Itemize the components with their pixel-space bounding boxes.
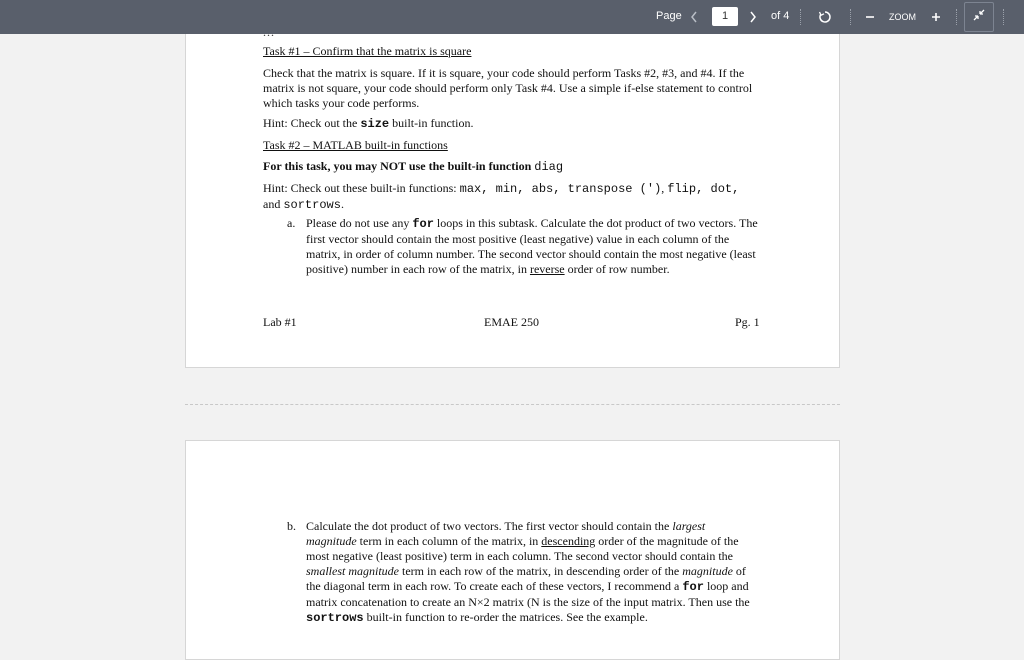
code-sortrows: sortrows xyxy=(283,198,341,212)
toolbar-separator xyxy=(956,9,957,25)
item-text: of the diagonal term in each row. To create each of these vectors, I recommend a xyxy=(306,564,746,593)
page-label: Page xyxy=(656,10,682,22)
toolbar-separator xyxy=(850,9,851,25)
emphasis-largest-magnitude: largest magnitude xyxy=(306,519,706,548)
document-page-2 xyxy=(185,440,840,660)
emphasis-smallest-magnitude: smallest magnitude xyxy=(306,564,399,578)
hint-text: Hint: Check out these built-in functions: xyxy=(263,181,460,195)
hint-text: . xyxy=(340,197,344,211)
item-text: loop and matrix concatenation to create an N×2 matrix (N is the size of the input matrix. Then use the xyxy=(306,579,750,609)
item-text: built-in function to re-order the matrices. See the example. xyxy=(363,610,648,624)
footer-left: Lab #1 xyxy=(263,315,297,329)
exit-fullscreen-icon xyxy=(972,8,986,27)
task2-hint xyxy=(263,181,757,213)
hint-text: , xyxy=(661,181,668,195)
total-pages-label: of 4 xyxy=(771,10,790,22)
rule-text: For this task, you may NOT use the built-in function xyxy=(263,159,535,173)
item-text: order of row number. xyxy=(564,262,670,276)
item-a-text xyxy=(306,216,758,277)
item-text: term in each column of the matrix, in xyxy=(356,534,542,548)
item-text: loops in this subtask. Calculate the dot product of two vectors. The first vector should contain the most positive (least negative) value in each column of the matrix, in order of column number. The second vector should contain the most negative (least positive) number in each row of the matrix, in xyxy=(306,216,758,276)
task2-rule xyxy=(263,159,823,175)
code-functions: flip, dot, xyxy=(667,182,740,196)
toolbar-separator xyxy=(800,9,801,25)
page-divider xyxy=(185,404,840,405)
code-for: for xyxy=(412,217,434,231)
list-marker-b: b. xyxy=(287,519,296,533)
item-text: Calculate the dot product of two vectors. The first vector should contain the xyxy=(306,519,673,533)
document-page-1 xyxy=(185,25,840,368)
task1-heading: Task #1 – Confirm that the matrix is square xyxy=(263,44,472,58)
page-number-input[interactable]: 1 xyxy=(712,7,738,26)
zoom-in-icon[interactable] xyxy=(929,6,943,28)
code-for: for xyxy=(682,580,704,594)
emphasis-magnitude: magnitude xyxy=(682,564,733,578)
item-text: Please do not use any xyxy=(306,216,413,230)
hint-text: and xyxy=(263,197,284,211)
hint-text: Hint: Check out the xyxy=(263,116,361,130)
code-functions: max, min, abs, transpose (') xyxy=(459,182,662,196)
footer-right: Pg. 1 xyxy=(735,315,760,329)
item-b-text xyxy=(306,519,754,626)
task2-heading: Task #2 – MATLAB built-in functions xyxy=(263,138,448,152)
exit-fullscreen-button[interactable] xyxy=(964,2,994,32)
list-marker-a: a. xyxy=(287,216,296,230)
emphasis-reverse: reverse xyxy=(529,262,565,276)
item-text: term in each row of the matrix, in descending order of the xyxy=(399,564,683,578)
cut-off-text: ... xyxy=(263,25,275,39)
item-text: order of the magnitude of the most negative (least positive) term in each column. The second vector should contain the xyxy=(306,534,739,563)
hint-text: built-in function. xyxy=(389,116,474,130)
toolbar-separator xyxy=(1003,9,1004,25)
emphasis-descending: descending xyxy=(541,534,596,548)
zoom-out-icon[interactable] xyxy=(863,6,877,28)
code-sortrows: sortrows xyxy=(306,611,364,625)
code-size: size xyxy=(360,117,390,131)
zoom-label: ZOOM xyxy=(889,12,916,22)
task1-hint xyxy=(263,116,823,132)
task1-body: Check that the matrix is square. If it is square, your code should perform Tasks #2, #3, and #4. If the matrix is not square, your code should perform only Task #4. Use a simple if-else statement to control which tasks your code performs. xyxy=(263,66,753,110)
code-diag: diag xyxy=(534,160,564,174)
footer-center: EMAE 250 xyxy=(484,315,539,329)
